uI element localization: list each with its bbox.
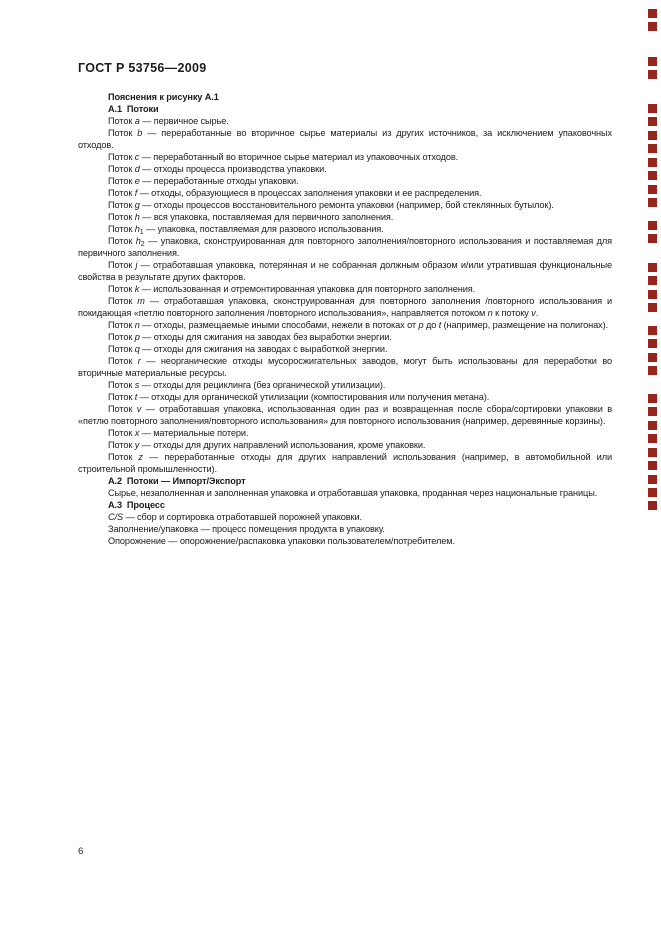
watermark-square xyxy=(648,158,657,167)
watermark-square xyxy=(648,501,657,510)
paragraph: Опорожнение — опорожнение/распаковка упаковки пользователем/потребителем. xyxy=(108,536,455,546)
watermark-square xyxy=(648,326,657,335)
watermark-column xyxy=(648,0,661,936)
watermark-square xyxy=(648,394,657,403)
watermark-square xyxy=(648,70,657,79)
section-heading: А.2 Потоки — Импорт/Экспорт xyxy=(108,476,246,486)
watermark-square xyxy=(648,234,657,243)
watermark-square xyxy=(648,198,657,207)
watermark-square xyxy=(648,57,657,66)
paragraph: Поток $h_1$ — упаковка, поставляемая для разового использования. xyxy=(108,224,384,236)
section-heading: Пояснения к рисунку А.1 xyxy=(108,92,219,102)
watermark-square xyxy=(648,131,657,140)
paragraph: Поток y — отходы для других направлений использования, кроме упаковки. xyxy=(108,440,426,450)
doc-header: ГОСТ Р 53756—2009 xyxy=(78,61,207,75)
watermark-square xyxy=(648,276,657,285)
watermark-square xyxy=(648,263,657,272)
paragraph: Заполнение/упаковка — процесс помещения продукта в упаковку. xyxy=(108,524,385,534)
paragraph: Поток z — переработанные отходы для других направлений использования (например, в автомобильной или строительной промышленности). xyxy=(78,452,612,474)
watermark-square xyxy=(648,353,657,362)
watermark-square xyxy=(648,9,657,18)
watermark-square xyxy=(648,303,657,312)
watermark-square xyxy=(648,339,657,348)
content xyxy=(78,91,612,547)
watermark-square xyxy=(648,366,657,375)
paragraph: Поток e — переработанные отходы упаковки. xyxy=(108,176,299,186)
paragraph: Поток j — отработавшая упаковка, потерянная и не собранная должным образом и/или утратившая функциональные свойства в результате других факторов. xyxy=(78,260,612,282)
watermark-square xyxy=(648,461,657,470)
watermark-square xyxy=(648,144,657,153)
paragraph: Поток k — использованная и отремонтированная упаковка для повторного заполнения. xyxy=(108,284,476,294)
paragraph: Поток b — переработанные во вторичное сырье материалы из других источников, за исключением упаковочных отходов. xyxy=(78,128,612,150)
paragraph: Поток r — неорганические отходы мусоросжигательных заводов, могут быть использованы для переработки во вторичные материальные ресурсы. xyxy=(78,356,613,378)
paragraph: Поток n — отходы, размещаемые иными способами, нежели в потоках от p до t (например, размещение на полигонах). xyxy=(108,320,609,330)
paragraph: Поток g — отходы процессов восстановительного ремонта упаковки (например, бой стеклянных бутылок). xyxy=(108,200,554,210)
paragraph: Поток m — отработавшая упаковка, сконструированная для повторного заполнения /повторного использования и покидающая «петлю повторного заполнения /повторного использования», направляется потоком n к потоку v. xyxy=(78,296,612,318)
watermark-square xyxy=(648,221,657,230)
watermark-square xyxy=(648,475,657,484)
paragraph: Поток c — переработанный во вторичное сырье материал из упаковочных отходов. xyxy=(108,152,459,162)
paragraph: Поток x — материальные потери. xyxy=(108,428,249,438)
paragraph: C/S — сбор и сортировка отработавшей порожней упаковки. xyxy=(108,512,362,522)
watermark-square xyxy=(648,488,657,497)
watermark-square xyxy=(648,171,657,180)
page-number: 6 xyxy=(78,846,84,857)
paragraph: Поток $h_2$ — упаковка, сконструированная для повторного заполнения/повторного использования и поставляемая для первичного заполнения. xyxy=(78,236,612,258)
watermark-square xyxy=(648,434,657,443)
section-heading: А.1 Потоки xyxy=(108,104,159,114)
paragraph: Поток t — отходы для органической утилизации (компостирования или получения метана). xyxy=(108,392,490,402)
watermark-square xyxy=(648,117,657,126)
watermark-square xyxy=(648,448,657,457)
section-heading: А.3 Процесс xyxy=(108,500,165,510)
watermark-square xyxy=(648,22,657,31)
paragraph: Поток d — отходы процесса производства упаковки. xyxy=(108,164,327,174)
watermark-square xyxy=(648,104,657,113)
paragraph: Сырье, незаполненная и заполненная упаковка и отработавшая упаковка, проданная через национальные границы. xyxy=(108,488,598,498)
paragraph: Поток s — отходы для рециклинга (без органической утилизации). xyxy=(108,380,386,390)
paragraph: Поток p — отходы для сжигания на заводах без выработки энергии. xyxy=(108,332,392,342)
paragraph: Поток q — отходы для сжигания на заводах с выработкой энергии. xyxy=(108,344,388,354)
paragraph: Поток h — вся упаковка, поставляемая для первичного заполнения. xyxy=(108,212,394,222)
paragraph: Поток v — отработавшая упаковка, использованная один раз и возвращенная после сбора/сортировки упаковки в «петлю повторного заполнения/повторного использования» для повторного использования (например, деревянные корзины). xyxy=(78,404,612,426)
paragraph: Поток a — первичное сырье. xyxy=(108,116,229,126)
watermark-square xyxy=(648,290,657,299)
paragraph: Поток f — отходы, образующиеся в процессах заполнения упаковки и ее распределения. xyxy=(108,188,482,198)
watermark-square xyxy=(648,185,657,194)
watermark-square xyxy=(648,407,657,416)
watermark-square xyxy=(648,421,657,430)
